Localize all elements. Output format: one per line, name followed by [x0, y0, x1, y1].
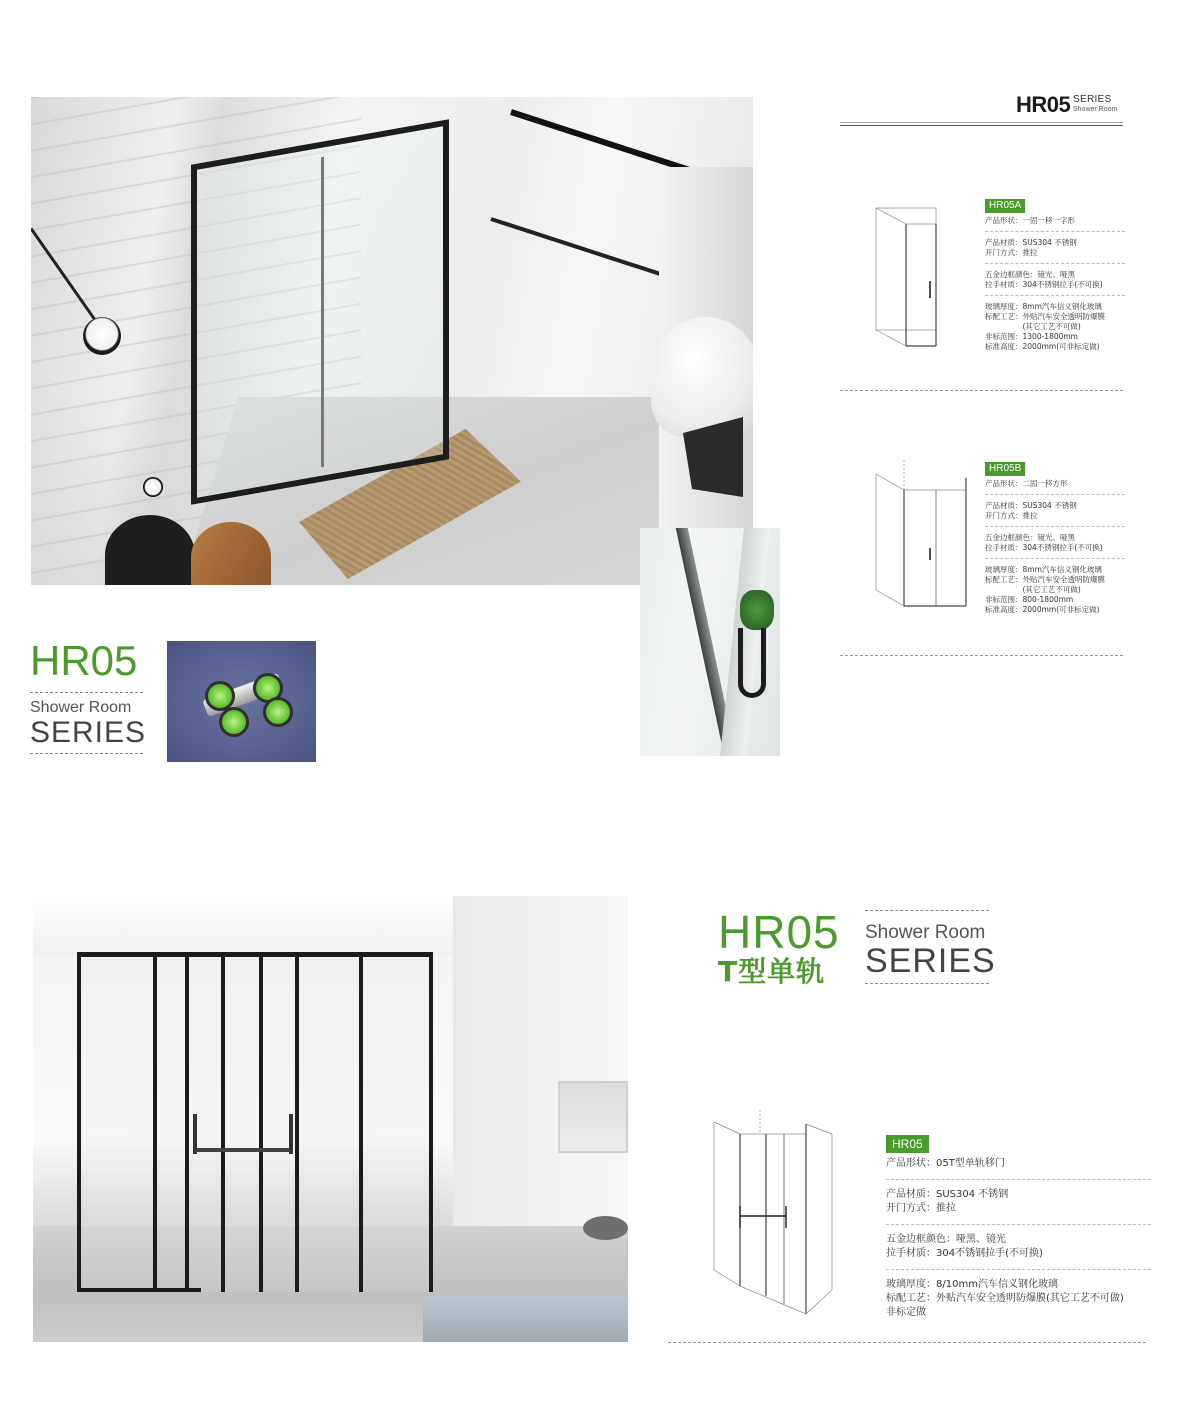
spec-row: 拉手材质：304不锈钢拉手(不可换) — [886, 1248, 1043, 1259]
spec-hr05b — [985, 462, 1125, 623]
frame-post — [77, 952, 81, 1292]
spec-group — [886, 1229, 1151, 1270]
brand-model: T型单轨 — [718, 955, 826, 988]
brand-sub: Shower Room — [865, 922, 986, 943]
spec-group — [886, 1184, 1151, 1225]
dashed-divider — [865, 983, 989, 984]
spec-group — [886, 1153, 1151, 1180]
section-divider — [840, 390, 1123, 391]
brand-sub: Shower Room — [30, 699, 132, 716]
spec-row: 产品形状：05T型单轨移门 — [886, 1158, 1005, 1169]
black-chair — [105, 515, 195, 585]
roller-wheel — [740, 590, 774, 630]
frame-post — [359, 952, 363, 1292]
badge-hr05a: HR05A — [985, 199, 1025, 213]
glass-panel — [79, 952, 431, 1292]
shower-room-photo-main — [31, 97, 753, 585]
roller-wheel — [219, 707, 249, 737]
brand-series-block — [865, 910, 996, 984]
hr05t-line-drawing — [700, 1110, 840, 1320]
sliding-door-seam — [321, 157, 324, 468]
header-series: SERIES — [1073, 94, 1112, 105]
wall-niche — [558, 1081, 628, 1153]
wood-chair — [191, 522, 271, 585]
spec-row: 非标范围：1300-1800mm — [985, 332, 1078, 341]
spec-row: 五金边框颜色：镜光、哑黑 — [985, 533, 1075, 542]
spec-row: 产品材质：SUS304 不锈钢 — [985, 501, 1077, 510]
badge-hr05: HR05 — [886, 1135, 929, 1153]
spec-row: 玻璃厚度：8mm汽车信义钢化玻璃 — [985, 302, 1102, 311]
bottom-rail — [77, 1288, 201, 1292]
header-series-sub: Shower Room — [1073, 106, 1118, 113]
spec-row: (其它工艺不可做) — [985, 322, 1081, 331]
wall — [453, 896, 628, 1226]
spec-row: 拉手材质：304不锈钢拉手(不可换) — [985, 543, 1103, 552]
spec-group — [886, 1274, 1151, 1328]
spec-group — [985, 267, 1125, 296]
roller-wheel — [263, 697, 293, 727]
spec-row: 产品形状：二固一移方形 — [985, 479, 1068, 488]
spec-hr05-t — [886, 1135, 1151, 1332]
hr05a-line-drawing — [870, 206, 940, 352]
spec-row: 五金边框颜色：镜光、哑黑 — [985, 270, 1075, 279]
top-rail — [77, 952, 433, 957]
spec-row: 开门方式：推拉 — [985, 511, 1038, 520]
header-divider — [840, 125, 1123, 126]
spec-row: 产品材质：SUS304 不锈钢 — [985, 238, 1077, 247]
frame-post — [153, 952, 157, 1292]
spec-row: 玻璃厚度：8mm汽车信义钢化玻璃 — [985, 565, 1102, 574]
spec-hr05a — [985, 199, 1125, 360]
spec-row: 开门方式：推拉 — [886, 1203, 956, 1214]
dashed-divider — [865, 910, 989, 911]
frame-post — [259, 952, 263, 1292]
spec-group — [985, 498, 1125, 527]
brand-block-bottom — [718, 908, 840, 988]
door-handle — [738, 628, 766, 698]
spec-row: 标准高度：2000mm(可非标定做) — [985, 342, 1100, 351]
brand-series: SERIES — [30, 716, 147, 749]
spec-row: 标配工艺：外贴汽车安全透明防爆膜 — [985, 312, 1105, 321]
spec-row: 非标范围：800-1800mm — [985, 595, 1074, 604]
pendant-lamp — [83, 317, 121, 355]
badge-hr05b: HR05B — [985, 462, 1025, 476]
roller-hardware-photo — [167, 641, 316, 762]
dashed-divider — [30, 692, 143, 693]
brand-block-top — [30, 638, 150, 754]
header-code: HR05 — [1016, 92, 1071, 117]
section-divider — [668, 1342, 1146, 1343]
brand-code: HR05 — [30, 637, 138, 684]
spec-row: 五金边框颜色：哑黑、镜光 — [886, 1234, 1006, 1245]
spec-row: 产品材质：SUS304 不锈钢 — [886, 1189, 1009, 1200]
spec-group — [985, 562, 1125, 620]
decor-stone — [583, 1216, 628, 1240]
spec-row: 标准高度：2000mm(可非标定做) — [985, 605, 1100, 614]
spec-row: 开门方式：推拉 — [985, 248, 1038, 257]
brand-series: SERIES — [865, 942, 996, 980]
frame-post — [295, 952, 299, 1292]
dashed-divider — [30, 753, 143, 754]
header-divider — [840, 122, 1123, 123]
spec-row: 产品形状：一固一移一字形 — [985, 216, 1075, 225]
spec-row: 玻璃厚度：8/10mm汽车信义钢化玻璃 — [886, 1279, 1058, 1290]
page-header — [1016, 92, 1118, 118]
frame-post — [429, 952, 433, 1292]
towel-bar-handle — [193, 1148, 293, 1152]
handle-end — [193, 1114, 197, 1154]
spec-group — [985, 213, 1125, 232]
spec-row: 非标定做 — [886, 1307, 926, 1318]
pendant-lamp — [143, 477, 163, 497]
shower-room-photo-t-rail — [33, 896, 628, 1342]
spec-row: 标配工艺：外贴汽车安全透明防爆膜 — [985, 575, 1105, 584]
spec-group — [985, 530, 1125, 559]
spec-row: (其它工艺不可做) — [985, 585, 1081, 594]
frame-post — [221, 952, 225, 1292]
spec-group — [985, 299, 1125, 357]
spec-row: 标配工艺：外贴汽车安全透明防爆膜(其它工艺不可做) — [886, 1293, 1124, 1304]
handle-end — [289, 1114, 293, 1154]
section-divider — [840, 655, 1123, 656]
spec-row: 拉手材质：304不锈钢拉手(不可换) — [985, 280, 1103, 289]
frame-post — [185, 952, 189, 1292]
brand-code: HR05 — [718, 906, 840, 958]
spec-group — [985, 235, 1125, 264]
hr05b-line-drawing — [870, 460, 970, 610]
spec-group — [985, 476, 1125, 495]
sliding-door-frame — [191, 119, 449, 504]
pool-water — [423, 1296, 628, 1342]
rail-detail-photo — [640, 528, 780, 756]
